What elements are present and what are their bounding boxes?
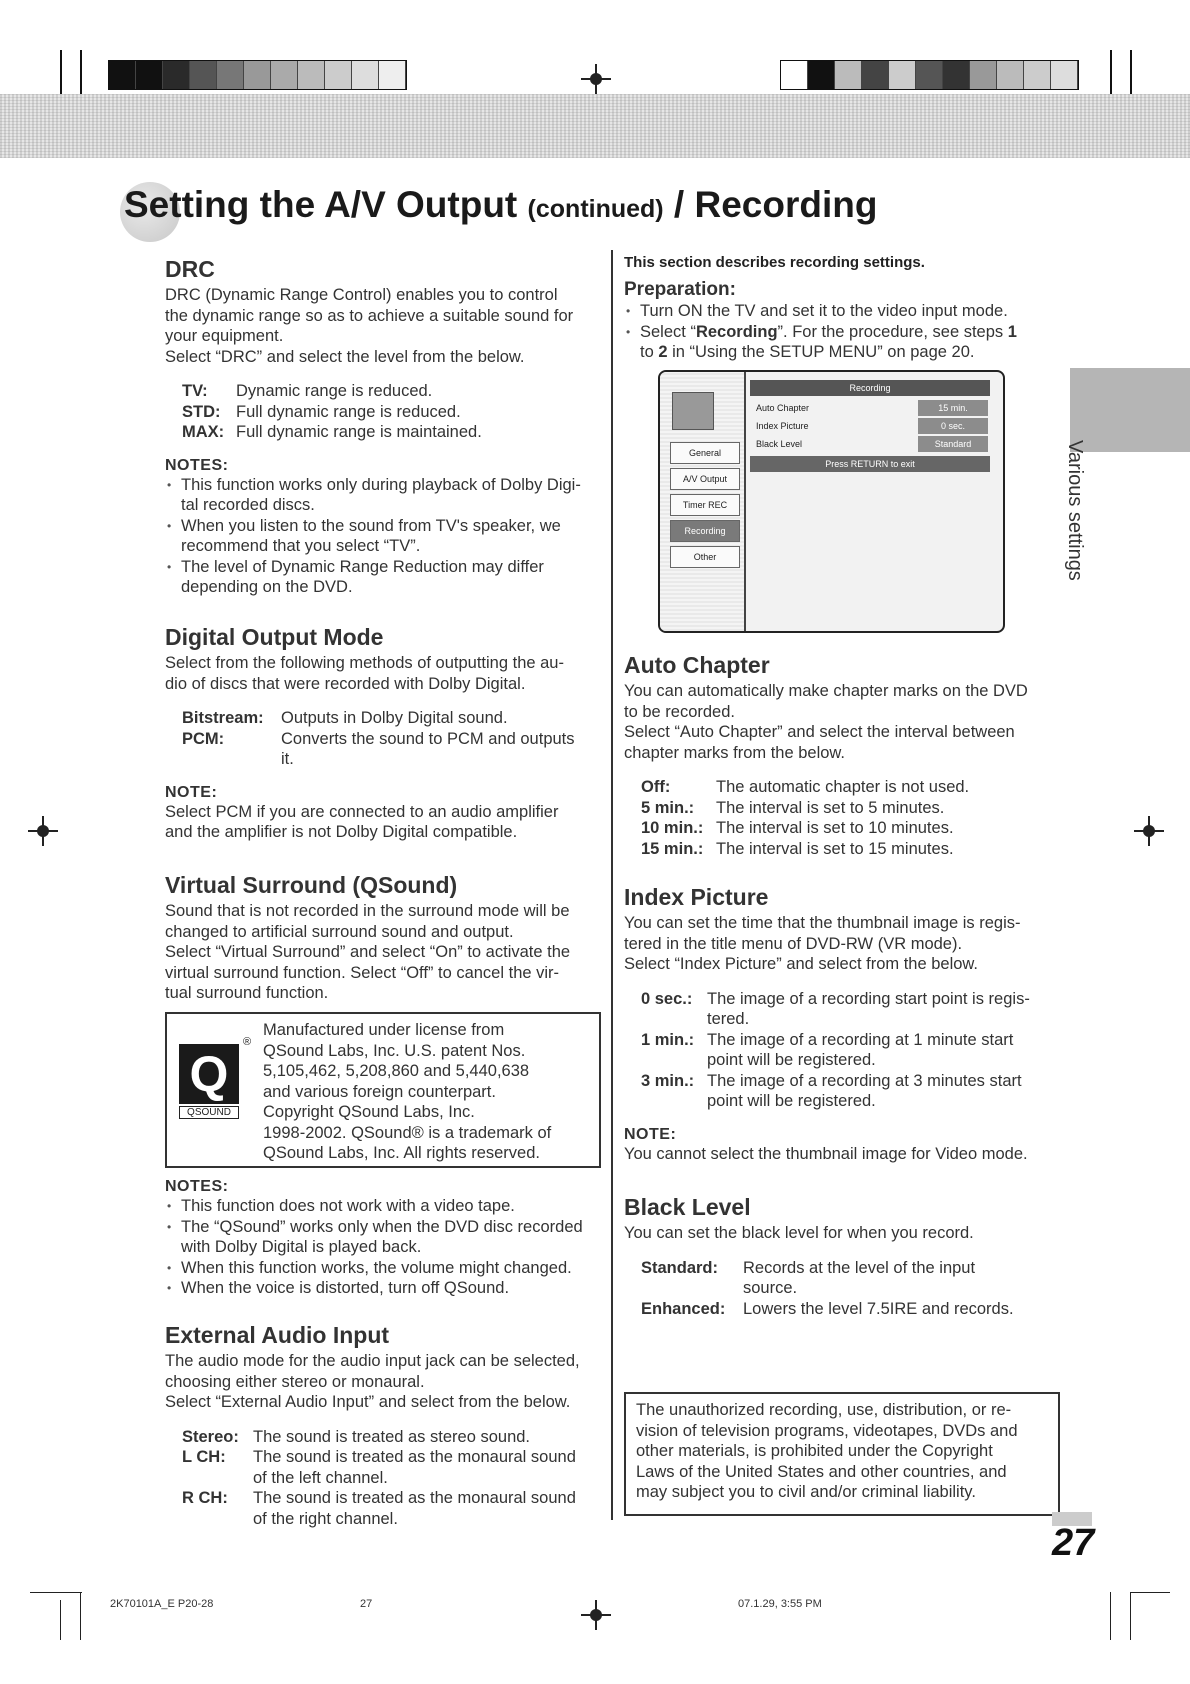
note-item: • When the voice is distorted, turn off QSound.	[165, 1278, 605, 1299]
note-text: and the amplifier is not Dolby Digital compatible.	[165, 823, 518, 841]
warning-text: Laws of the United States and other countries, and	[636, 1462, 1007, 1481]
black-level-text: You can set the black level for when you record.	[624, 1224, 974, 1242]
external-audio-section	[165, 1322, 605, 1529]
recording-intro-text: This section describes recording settings.	[624, 254, 925, 271]
license-text: QSound Labs, Inc. All rights reserved.	[263, 1144, 540, 1162]
def-key: 1 min.:	[641, 1030, 695, 1049]
def-value: The image of a recording at 3 minutes start	[707, 1071, 1022, 1090]
auto-chapter-section	[624, 652, 1064, 859]
auto-chapter-text: You can automatically make chapter marks on the DVD	[624, 682, 1028, 700]
def-value: of the left channel.	[253, 1468, 388, 1487]
external-audio-heading: External Audio Input	[165, 1322, 390, 1348]
virtual-surround-text: Sound that is not recorded in the surround mode will be	[165, 902, 570, 920]
digital-output-text: Select from the following methods of outputting the au-	[165, 654, 564, 672]
crop-mark	[60, 1600, 61, 1640]
digital-output-section	[165, 624, 605, 843]
def-key: Enhanced:	[641, 1299, 726, 1318]
index-picture-text: Select “Index Picture” and select from the below.	[624, 955, 979, 973]
license-text: and various foreign counterpart.	[263, 1082, 496, 1101]
auto-chapter-text: to be recorded.	[624, 702, 735, 721]
external-audio-text: Select “External Audio Input” and select from the below.	[165, 1393, 571, 1411]
menu-row-value[interactable]: 0 sec.	[918, 418, 988, 434]
prep-item: • Turn ON the TV and set it to the video input mode.	[624, 301, 1064, 322]
menu-item-general[interactable]: General	[670, 442, 740, 464]
page-title: Setting the A/V Output (continued) / Recording	[124, 184, 878, 225]
registration-crosshair-icon	[28, 816, 58, 846]
registration-bar-right	[780, 60, 1079, 90]
preparation-heading: Preparation:	[624, 279, 736, 300]
def-key: Off:	[641, 778, 671, 796]
registered-mark: ®	[243, 1036, 252, 1048]
footer-code: 2K70101A_E P20-28	[110, 1598, 214, 1610]
recording-intro	[624, 254, 1064, 363]
note-heading: NOTE:	[165, 783, 218, 801]
virtual-surround-heading: Virtual Surround (QSound)	[165, 872, 458, 898]
header-band-lines	[0, 94, 1190, 158]
drc-text: DRC (Dynamic Range Control) enables you to control	[165, 286, 558, 304]
notes-heading: NOTES:	[165, 1178, 229, 1195]
def-value: The sound is treated as the monaural sound	[253, 1489, 576, 1507]
note-text: Select PCM if you are connected to an audio amplifier	[165, 802, 559, 821]
menu-row-value[interactable]: Standard	[918, 436, 988, 452]
footer-date: 07.1.29, 3:55 PM	[738, 1598, 822, 1610]
license-text: 5,105,462, 5,208,860 and 5,440,638	[263, 1062, 530, 1080]
menu-item-timer-rec[interactable]: Timer REC	[670, 494, 740, 516]
external-audio-text: The audio mode for the audio input jack can be selected,	[165, 1352, 580, 1370]
def-value: Full dynamic range is reduced.	[236, 402, 461, 421]
menu-row-label[interactable]: Index Picture	[756, 421, 809, 431]
virtual-surround-section	[165, 872, 605, 1004]
auto-chapter-text: chapter marks from the below.	[624, 743, 846, 762]
virtual-surround-text: virtual surround function. Select “Off” to cancel the vir-	[165, 963, 560, 982]
virtual-surround-notes	[165, 1178, 605, 1299]
page-number: 27	[1052, 1522, 1095, 1564]
drc-heading: DRC	[165, 256, 215, 282]
crop-mark	[80, 1592, 81, 1640]
menu-sidebar	[660, 372, 746, 631]
footer-page: 27	[360, 1598, 373, 1610]
notes-heading: NOTES:	[165, 456, 229, 474]
menu-item-av-output[interactable]: A/V Output	[670, 468, 740, 490]
index-picture-text: tered in the title menu of DVD-RW (VR mode).	[624, 934, 963, 953]
def-value: source.	[743, 1279, 798, 1297]
external-audio-text: choosing either stereo or monaural.	[165, 1372, 425, 1391]
drc-text: the dynamic range so as to achieve a suitable sound for	[165, 306, 574, 325]
def-key: 5 min.:	[641, 798, 695, 817]
drc-text: Select “DRC” and select the level from the below.	[165, 347, 525, 366]
prep-item: • Select “Recording”. For the procedure, see steps 1 to 2 in “Using the SETUP MENU” on page 20.	[624, 322, 1064, 363]
def-key: 10 min.:	[641, 819, 704, 837]
def-value: The interval is set to 15 minutes.	[716, 839, 954, 858]
def-key: L CH:	[182, 1448, 226, 1466]
def-value: Converts the sound to PCM and outputs	[281, 729, 575, 748]
registration-crosshair-icon	[1134, 816, 1164, 846]
note-item: • When this function works, the volume might changed.	[165, 1258, 605, 1279]
def-value: Records at the level of the input	[743, 1258, 976, 1277]
def-value: point will be registered.	[707, 1092, 876, 1110]
black-level-heading: Black Level	[624, 1194, 751, 1220]
def-value: of the right channel.	[253, 1509, 398, 1528]
qsound-q-icon: Q	[179, 1044, 239, 1104]
crop-mark	[60, 50, 62, 94]
def-key: 3 min.:	[641, 1071, 695, 1090]
def-key: Stereo:	[182, 1427, 239, 1446]
def-value: it.	[281, 750, 294, 768]
def-value: Full dynamic range is maintained.	[236, 423, 482, 441]
note-text: You cannot select the thumbnail image for Video mode.	[624, 1144, 1028, 1163]
auto-chapter-heading: Auto Chapter	[624, 652, 770, 678]
crop-mark	[1110, 1592, 1111, 1640]
note-item: • This function works only during playback of Dolby Digi- tal recorded discs.	[165, 475, 605, 516]
warning-text: The unauthorized recording, use, distribution, or re-	[636, 1401, 1012, 1419]
menu-row-value[interactable]: 15 min.	[918, 400, 988, 416]
crop-mark	[1130, 50, 1132, 94]
qsound-license-box	[165, 1012, 601, 1168]
warning-text: other materials, is prohibited under the Copyright	[636, 1442, 993, 1460]
crop-mark	[1130, 1592, 1170, 1593]
digital-output-heading: Digital Output Mode	[165, 624, 384, 650]
copyright-warning-box	[624, 1392, 1060, 1516]
menu-hint-bar: Press RETURN to exit	[750, 456, 990, 472]
setup-tools-icon	[672, 392, 714, 430]
drc-section	[165, 256, 605, 598]
def-value: The image of a recording at 1 minute start	[707, 1030, 1014, 1049]
def-value: The sound is treated as stereo sound.	[253, 1427, 531, 1446]
def-key: PCM:	[182, 729, 225, 748]
side-tab-label: Various settings	[1064, 440, 1086, 581]
def-key: Bitstream:	[182, 709, 264, 727]
note-item: • The “QSound” works only when the DVD disc recorded with Dolby Digital is played back.	[165, 1217, 605, 1258]
menu-item-recording[interactable]: Recording	[670, 520, 740, 542]
def-value: The image of a recording start point is regis-	[707, 989, 1030, 1008]
crop-mark	[1110, 50, 1112, 94]
menu-item-other[interactable]: Other	[670, 546, 740, 568]
black-level-section	[624, 1194, 1064, 1319]
def-key: Standard:	[641, 1258, 719, 1277]
def-key: TV:	[182, 382, 208, 400]
qsound-wordmark: QSOUND	[179, 1106, 239, 1119]
license-text: Manufactured under license from	[263, 1021, 505, 1039]
license-text: 1998-2002. QSound® is a trademark of	[263, 1123, 552, 1142]
drc-text: your equipment.	[165, 327, 284, 345]
index-picture-heading: Index Picture	[624, 884, 769, 910]
def-value: The automatic chapter is not used.	[716, 778, 970, 796]
def-key: 0 sec.:	[641, 989, 693, 1008]
crop-mark	[1130, 1592, 1131, 1640]
def-key: MAX:	[182, 423, 225, 441]
index-picture-text: You can set the time that the thumbnail image is regis-	[624, 914, 1021, 932]
crop-mark	[80, 50, 82, 94]
note-item: • When you listen to the sound from TV's speaker, we recommend that you select “TV”.	[165, 516, 605, 557]
def-value: The interval is set to 5 minutes.	[716, 798, 945, 817]
license-text: Copyright QSound Labs, Inc.	[263, 1103, 475, 1121]
digital-output-text: dio of discs that were recorded with Dolby Digital.	[165, 674, 526, 693]
def-value: point will be registered.	[707, 1051, 876, 1069]
def-key: STD:	[182, 402, 221, 421]
auto-chapter-text: Select “Auto Chapter” and select the interval between	[624, 723, 1015, 741]
def-key: 15 min.:	[641, 839, 704, 858]
def-value: The sound is treated as the monaural sound	[253, 1448, 576, 1466]
virtual-surround-text: changed to artificial surround sound and output.	[165, 922, 514, 941]
virtual-surround-text: Select “Virtual Surround” and select “On” to activate the	[165, 943, 571, 961]
def-value: The interval is set to 10 minutes.	[716, 819, 954, 837]
menu-title-bar: Recording	[750, 380, 990, 396]
menu-row-label[interactable]: Auto Chapter	[756, 403, 810, 413]
registration-bar-left	[108, 60, 407, 90]
menu-row-label[interactable]: Black Level	[756, 439, 803, 449]
qsound-logo	[179, 1044, 243, 1126]
def-value: Lowers the level 7.5IRE and records.	[743, 1299, 1014, 1318]
crop-mark	[30, 1592, 82, 1593]
warning-text: vision of television programs, videotapes, DVDs and	[636, 1421, 1018, 1440]
note-heading: NOTE:	[624, 1125, 677, 1143]
registration-crosshair-icon	[581, 1600, 611, 1630]
recording-menu-screen	[658, 370, 1005, 633]
def-key: R CH:	[182, 1489, 228, 1507]
def-value: Outputs in Dolby Digital sound.	[281, 709, 508, 727]
note-item: • The level of Dynamic Range Reduction may differ depending on the DVD.	[165, 557, 605, 598]
column-divider	[611, 250, 613, 1520]
virtual-surround-text: tual surround function.	[165, 984, 329, 1002]
note-item: • This function does not work with a video tape.	[165, 1196, 605, 1217]
license-text: QSound Labs, Inc. U.S. patent Nos.	[263, 1041, 526, 1060]
def-value: tered.	[707, 1010, 750, 1028]
index-picture-section	[624, 884, 1064, 1164]
def-value: Dynamic range is reduced.	[236, 382, 433, 400]
registration-crosshair-icon	[581, 64, 611, 94]
warning-text: may subject you to civil and/or criminal liability.	[636, 1483, 976, 1501]
